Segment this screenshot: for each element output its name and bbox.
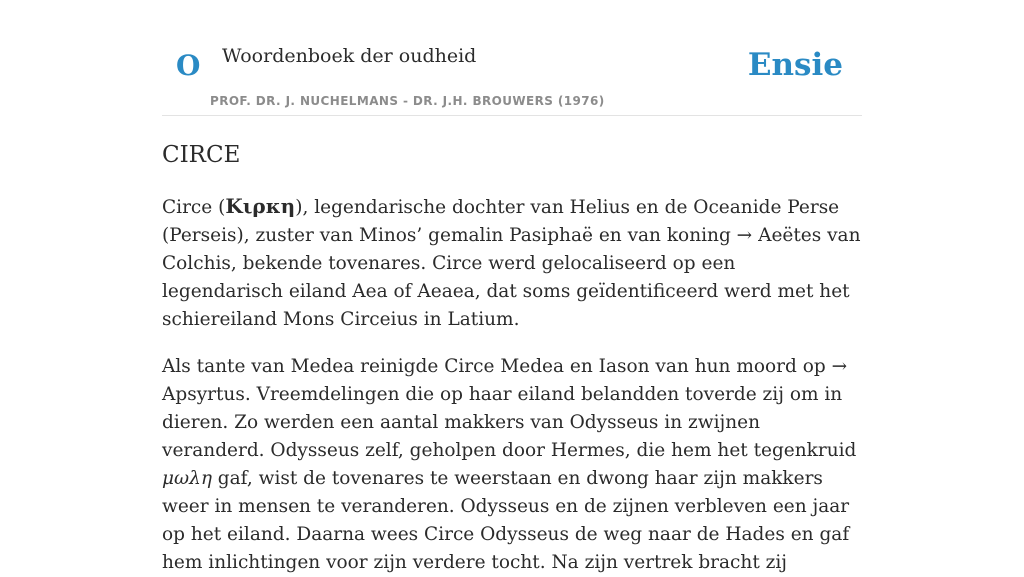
- paragraph-text: van Colchis, bekende tovenares. Circe werd gelocaliseerd op een legendarisch eiland Aea of Aeaea, dat soms geïdentificeerd werd met het schiereiland Mons Circeius in Latium.: [162, 224, 861, 330]
- paragraph-text: Circe (: [162, 196, 226, 218]
- paragraph-2: [162, 353, 862, 577]
- book-title[interactable]: Woordenboek der oudheid: [222, 45, 477, 67]
- xref-label: Apsyrtus: [162, 383, 245, 405]
- paragraph-text: Als tante van Medea reinigde Circe Medea en Iason van hun moord op: [162, 355, 832, 377]
- arrow-right-icon: →: [831, 355, 848, 377]
- paragraph-text: gaf, wist de tovenares te weerstaan en dwong haar zijn makkers weer in mensen te veranderen. Odysseus en de zijnen verbleven een jaar op het eiland. Daarna wees Circe Odysseus de weg naar de Hades en gaf hem inlichtingen voor zijn verdere tocht. Na zijn vertrek bracht zij: [162, 467, 850, 573]
- entry-title: CIRCE: [162, 142, 241, 168]
- page: [162, 0, 862, 577]
- xref-aeetes-link[interactable]: [737, 225, 822, 246]
- brand-logo[interactable]: Ensie: [747, 47, 843, 83]
- paragraph-1: [162, 192, 862, 334]
- greek-word: μωλη: [162, 467, 212, 489]
- book-logo[interactable]: O: [176, 49, 201, 82]
- xref-label: Aeëtes: [758, 224, 822, 246]
- greek-name: Κιρκη: [225, 193, 296, 218]
- paragraph-text: . Vreemdelingen die op haar eiland belandden toverde zij om in dieren. Zo werden een aantal makkers van Odysseus in zwijnen veranderd. Odysseus zelf, geholpen door Hermes, die hem het tegenkruid: [162, 383, 857, 461]
- book-authors: PROF. DR. J. NUCHELMANS - DR. J.H. BROUWERS (1976): [210, 94, 605, 108]
- arrow-right-icon: →: [736, 224, 753, 246]
- paragraph-text: ), legendarische dochter van Helius en de Oceanide Perse (Perseis), zuster van Minos’ gemalin Pasiphaë en van koning: [162, 196, 840, 246]
- header: [162, 0, 862, 116]
